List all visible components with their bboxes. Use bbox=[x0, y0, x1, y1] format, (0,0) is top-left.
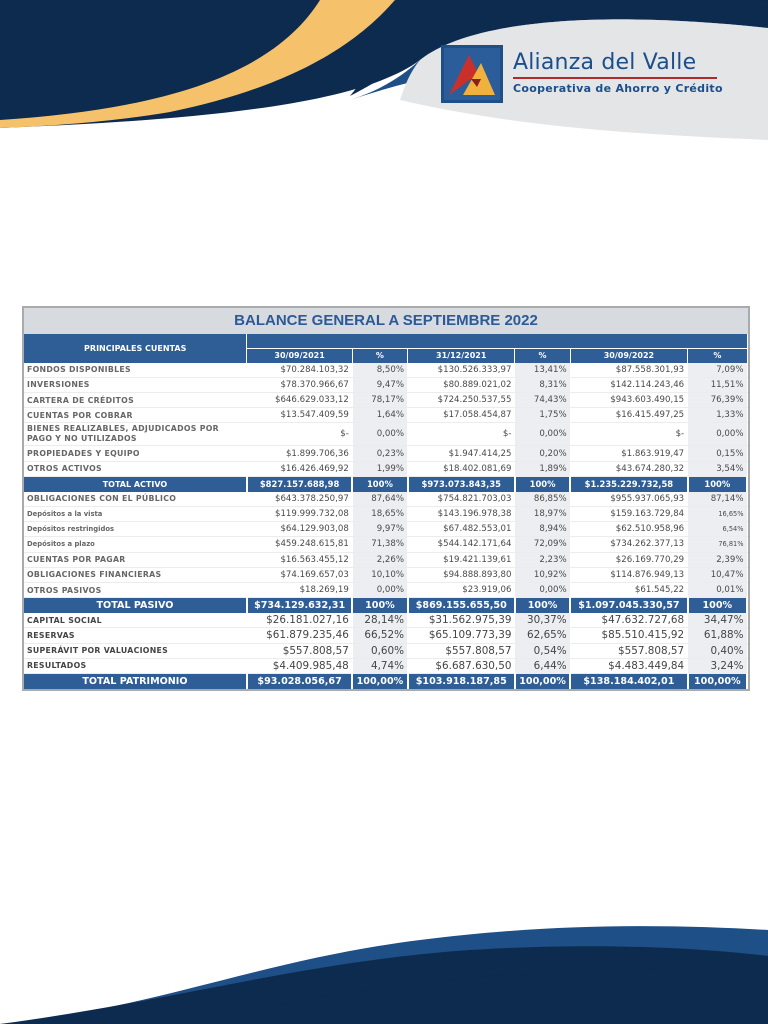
amount-cell: $159.163.729,84 bbox=[570, 507, 687, 522]
percent-cell: 0,00% bbox=[515, 582, 570, 597]
amount-cell: $13.547.409,59 bbox=[247, 408, 352, 423]
amount-cell: $4.409.985,48 bbox=[247, 658, 352, 673]
amount-cell: $17.058.454,87 bbox=[408, 408, 515, 423]
column-header: % bbox=[515, 348, 570, 363]
amount-cell: $70.284.103,32 bbox=[247, 363, 352, 378]
percent-cell: 66,52% bbox=[352, 628, 407, 643]
account-label: RESULTADOS bbox=[24, 658, 247, 673]
amount-cell: $955.937.065,93 bbox=[570, 492, 687, 507]
percent-cell: 0,23% bbox=[352, 446, 407, 461]
percent-cell: 1,99% bbox=[352, 461, 407, 476]
amount-cell: $26.169.770,29 bbox=[570, 552, 687, 567]
percent-cell: 76,39% bbox=[688, 393, 747, 408]
amount-cell: $973.073.843,35 bbox=[408, 476, 515, 492]
percent-cell: 8,31% bbox=[515, 377, 570, 392]
header-spacer bbox=[247, 334, 747, 348]
amount-cell: $557.808,57 bbox=[570, 643, 687, 658]
amount-cell: $869.155.655,50 bbox=[408, 598, 515, 614]
table-row bbox=[24, 567, 747, 582]
amount-cell: $142.114.243,46 bbox=[570, 377, 687, 392]
amount-cell: $64.129.903,08 bbox=[247, 522, 352, 537]
amount-cell: $26.181.027,16 bbox=[247, 613, 352, 628]
table-row bbox=[24, 377, 747, 392]
amount-cell: $734.262.377,13 bbox=[570, 537, 687, 552]
amount-cell: $143.196.978,38 bbox=[408, 507, 515, 522]
total-row bbox=[24, 476, 747, 492]
amount-cell: $16.426.469,92 bbox=[247, 461, 352, 476]
percent-cell: 0,20% bbox=[515, 446, 570, 461]
percent-cell: 8,94% bbox=[515, 522, 570, 537]
table-row bbox=[24, 423, 747, 446]
amount-cell: $47.632.727,68 bbox=[570, 613, 687, 628]
column-header: 30/09/2021 bbox=[247, 348, 352, 363]
amount-cell: $78.370.966,67 bbox=[247, 377, 352, 392]
percent-cell: 0,40% bbox=[688, 643, 747, 658]
percent-cell: 0,01% bbox=[688, 582, 747, 597]
percent-cell: 11,51% bbox=[688, 377, 747, 392]
amount-cell: $1.899.706,36 bbox=[247, 446, 352, 461]
percent-cell: 100,00% bbox=[352, 673, 407, 689]
amount-cell: $1.097.045.330,57 bbox=[570, 598, 687, 614]
table-row bbox=[24, 408, 747, 423]
amount-cell: $6.687.630,50 bbox=[408, 658, 515, 673]
amount-cell: $643.378.250,97 bbox=[247, 492, 352, 507]
account-label: OBLIGACIONES CON EL PÚBLICO bbox=[24, 492, 247, 507]
percent-cell: 71,38% bbox=[352, 537, 407, 552]
brand-name: Alianza del Valle bbox=[513, 50, 697, 75]
amount-cell: $67.482.553,01 bbox=[408, 522, 515, 537]
percent-cell: 10,47% bbox=[688, 567, 747, 582]
percent-cell: 0,54% bbox=[515, 643, 570, 658]
percent-cell: 2,39% bbox=[688, 552, 747, 567]
amount-cell: $724.250.537,55 bbox=[408, 393, 515, 408]
balance-table bbox=[24, 334, 748, 689]
brand-divider bbox=[513, 77, 717, 79]
percent-cell: 86,85% bbox=[515, 492, 570, 507]
percent-cell: 87,64% bbox=[352, 492, 407, 507]
footer-wave-decoration bbox=[0, 900, 768, 1024]
percent-cell: 6,54% bbox=[688, 522, 747, 537]
total-label: TOTAL ACTIVO bbox=[24, 476, 247, 492]
amount-cell: $85.510.415,92 bbox=[570, 628, 687, 643]
percent-cell: 1,75% bbox=[515, 408, 570, 423]
amount-cell: $459.248.615,81 bbox=[247, 537, 352, 552]
amount-cell: $1.235.229.732,58 bbox=[570, 476, 687, 492]
percent-cell: 7,09% bbox=[688, 363, 747, 378]
percent-cell: 2,26% bbox=[352, 552, 407, 567]
amount-cell: $18.269,19 bbox=[247, 582, 352, 597]
account-label: RESERVAS bbox=[24, 628, 247, 643]
percent-cell: 18,97% bbox=[515, 507, 570, 522]
amount-cell: $103.918.187,85 bbox=[408, 673, 515, 689]
table-row bbox=[24, 492, 747, 507]
percent-cell: 72,09% bbox=[515, 537, 570, 552]
account-label: FONDOS DISPONIBLES bbox=[24, 363, 247, 378]
account-header: PRINCIPALES CUENTAS bbox=[24, 334, 247, 363]
amount-cell: $114.876.949,13 bbox=[570, 567, 687, 582]
amount-cell: $557.808,57 bbox=[408, 643, 515, 658]
percent-cell: 78,17% bbox=[352, 393, 407, 408]
percent-cell: 13,41% bbox=[515, 363, 570, 378]
amount-cell: $23.919,06 bbox=[408, 582, 515, 597]
percent-cell: 0,60% bbox=[352, 643, 407, 658]
total-label: TOTAL PATRIMONIO bbox=[24, 673, 247, 689]
account-label: OTROS ACTIVOS bbox=[24, 461, 247, 476]
percent-cell: 8,50% bbox=[352, 363, 407, 378]
percent-cell: 34,47% bbox=[688, 613, 747, 628]
account-label: Depósitos a plazo bbox=[24, 537, 247, 552]
table-row bbox=[24, 537, 747, 552]
percent-cell: 30,37% bbox=[515, 613, 570, 628]
percent-cell: 10,92% bbox=[515, 567, 570, 582]
percent-cell: 28,14% bbox=[352, 613, 407, 628]
brand-logo bbox=[441, 45, 503, 103]
amount-cell: $754.821.703,03 bbox=[408, 492, 515, 507]
amount-cell: $734.129.632,31 bbox=[247, 598, 352, 614]
amount-cell: $65.109.773,39 bbox=[408, 628, 515, 643]
amount-cell: $- bbox=[247, 423, 352, 446]
percent-cell: 9,47% bbox=[352, 377, 407, 392]
percent-cell: 16,65% bbox=[688, 507, 747, 522]
balance-table-panel bbox=[22, 306, 750, 691]
amount-cell: $943.603.490,15 bbox=[570, 393, 687, 408]
brand-tagline: Cooperativa de Ahorro y Crédito bbox=[513, 82, 723, 95]
amount-cell: $130.526.333,97 bbox=[408, 363, 515, 378]
percent-cell: 9,97% bbox=[352, 522, 407, 537]
column-header: 31/12/2021 bbox=[408, 348, 515, 363]
account-label: Depósitos restringidos bbox=[24, 522, 247, 537]
percent-cell: 10,10% bbox=[352, 567, 407, 582]
account-label: OTROS PASIVOS bbox=[24, 582, 247, 597]
amount-cell: $61.545,22 bbox=[570, 582, 687, 597]
account-label: SUPERÁVIT POR VALUACIONES bbox=[24, 643, 247, 658]
table-row bbox=[24, 628, 747, 643]
amount-cell: $1.863.919,47 bbox=[570, 446, 687, 461]
percent-cell: 100% bbox=[688, 598, 747, 614]
amount-cell: $16.563.455,12 bbox=[247, 552, 352, 567]
amount-cell: $544.142.171,64 bbox=[408, 537, 515, 552]
total-label: TOTAL PASIVO bbox=[24, 598, 247, 614]
account-label: BIENES REALIZABLES, ADJUDICADOS POR PAGO Y NO UTILIZADOS bbox=[24, 423, 247, 446]
table-row bbox=[24, 461, 747, 476]
amount-cell: $61.879.235,46 bbox=[247, 628, 352, 643]
amount-cell: $557.808,57 bbox=[247, 643, 352, 658]
table-title: BALANCE GENERAL A SEPTIEMBRE 2022 bbox=[24, 308, 748, 334]
percent-cell: 0,00% bbox=[352, 582, 407, 597]
percent-cell: 0,00% bbox=[688, 423, 747, 446]
table-row bbox=[24, 582, 747, 597]
percent-cell: 3,24% bbox=[688, 658, 747, 673]
percent-cell: 100,00% bbox=[688, 673, 747, 689]
amount-cell: $827.157.688,98 bbox=[247, 476, 352, 492]
amount-cell: $94.888.893,80 bbox=[408, 567, 515, 582]
column-header: % bbox=[352, 348, 407, 363]
account-label: CUENTAS POR PAGAR bbox=[24, 552, 247, 567]
amount-cell: $43.674.280,32 bbox=[570, 461, 687, 476]
percent-cell: 100% bbox=[688, 476, 747, 492]
total-row bbox=[24, 598, 747, 614]
percent-cell: 74,43% bbox=[515, 393, 570, 408]
percent-cell: 0,00% bbox=[515, 423, 570, 446]
account-label: PROPIEDADES Y EQUIPO bbox=[24, 446, 247, 461]
account-label: Depósitos a la vista bbox=[24, 507, 247, 522]
amount-cell: $62.510.958,96 bbox=[570, 522, 687, 537]
table-row bbox=[24, 643, 747, 658]
table-row bbox=[24, 363, 747, 378]
percent-cell: 100% bbox=[515, 598, 570, 614]
percent-cell: 6,44% bbox=[515, 658, 570, 673]
table-row bbox=[24, 522, 747, 537]
column-header: % bbox=[688, 348, 747, 363]
percent-cell: 1,64% bbox=[352, 408, 407, 423]
amount-cell: $138.184.402,01 bbox=[570, 673, 687, 689]
table-row bbox=[24, 613, 747, 628]
percent-cell: 87,14% bbox=[688, 492, 747, 507]
total-row bbox=[24, 673, 747, 689]
amount-cell: $18.402.081,69 bbox=[408, 461, 515, 476]
percent-cell: 1,33% bbox=[688, 408, 747, 423]
table-row bbox=[24, 658, 747, 673]
amount-cell: $19.421.139,61 bbox=[408, 552, 515, 567]
percent-cell: 1,89% bbox=[515, 461, 570, 476]
amount-cell: $119.999.732,08 bbox=[247, 507, 352, 522]
table-row bbox=[24, 446, 747, 461]
amount-cell: $- bbox=[408, 423, 515, 446]
amount-cell: $93.028.056,67 bbox=[247, 673, 352, 689]
percent-cell: 0,00% bbox=[352, 423, 407, 446]
amount-cell: $74.169.657,03 bbox=[247, 567, 352, 582]
percent-cell: 100% bbox=[515, 476, 570, 492]
percent-cell: 3,54% bbox=[688, 461, 747, 476]
percent-cell: 76,81% bbox=[688, 537, 747, 552]
percent-cell: 4,74% bbox=[352, 658, 407, 673]
amount-cell: $31.562.975,39 bbox=[408, 613, 515, 628]
amount-cell: $16.415.497,25 bbox=[570, 408, 687, 423]
amount-cell: $646.629.033,12 bbox=[247, 393, 352, 408]
account-label: CUENTAS POR COBRAR bbox=[24, 408, 247, 423]
table-row bbox=[24, 507, 747, 522]
column-header: 30/09/2022 bbox=[570, 348, 687, 363]
account-label: INVERSIONES bbox=[24, 377, 247, 392]
account-label: OBLIGACIONES FINANCIERAS bbox=[24, 567, 247, 582]
account-label: CARTERA DE CRÉDITOS bbox=[24, 393, 247, 408]
percent-cell: 61,88% bbox=[688, 628, 747, 643]
amount-cell: $- bbox=[570, 423, 687, 446]
percent-cell: 62,65% bbox=[515, 628, 570, 643]
percent-cell: 100% bbox=[352, 476, 407, 492]
table-row bbox=[24, 552, 747, 567]
amount-cell: $87.558.301,93 bbox=[570, 363, 687, 378]
percent-cell: 100% bbox=[352, 598, 407, 614]
amount-cell: $4.483.449,84 bbox=[570, 658, 687, 673]
percent-cell: 100,00% bbox=[515, 673, 570, 689]
account-label: CAPITAL SOCIAL bbox=[24, 613, 247, 628]
amount-cell: $80.889.021,02 bbox=[408, 377, 515, 392]
amount-cell: $1.947.414,25 bbox=[408, 446, 515, 461]
percent-cell: 18,65% bbox=[352, 507, 407, 522]
percent-cell: 2,23% bbox=[515, 552, 570, 567]
table-row bbox=[24, 393, 747, 408]
percent-cell: 0,15% bbox=[688, 446, 747, 461]
